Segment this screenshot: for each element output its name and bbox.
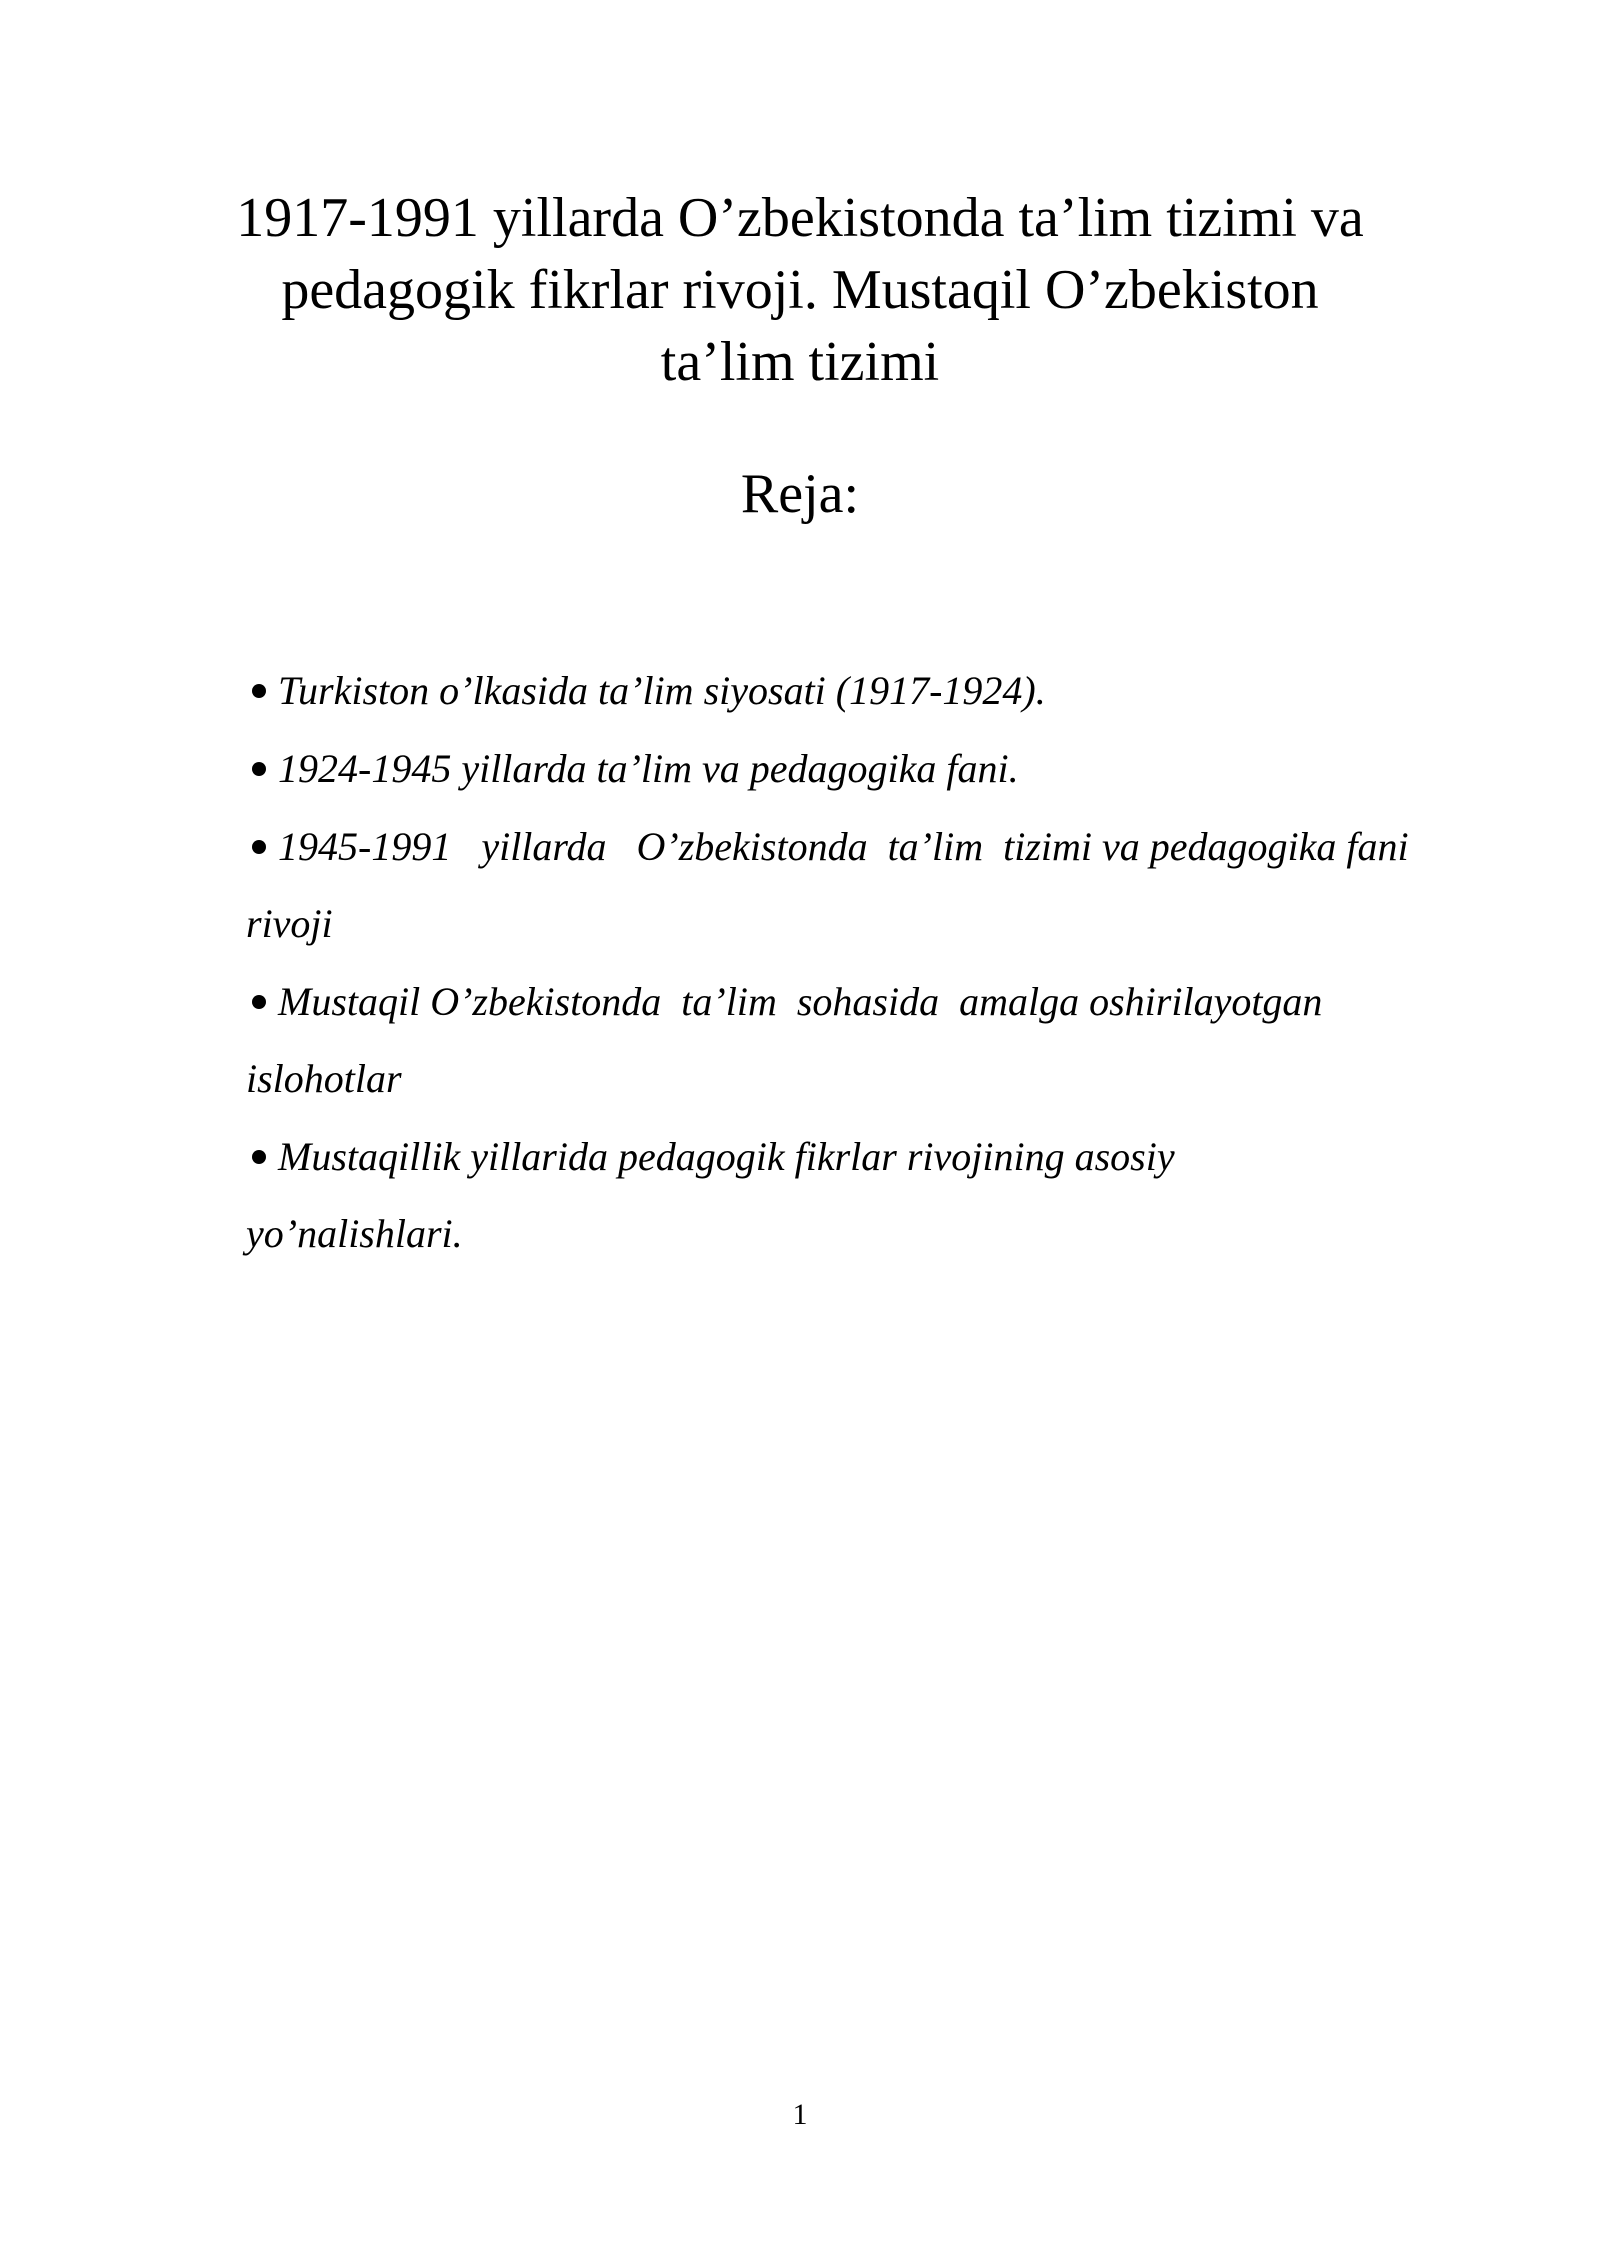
plan-item-line: [246, 808, 1486, 885]
plan-item-4: [246, 963, 1486, 1117]
plan-item-line: [246, 652, 1486, 729]
title-line-1: 1917-1991 yillarda O’zbekistonda ta’lim tizimi va: [236, 187, 1364, 249]
plan-item-text: Mustaqil O’zbekistonda ta’lim sohasida amalga oshirilayotgan: [278, 979, 1323, 1024]
bullet-icon: [252, 995, 266, 1009]
plan-item-line: [246, 730, 1486, 807]
bullet-icon: [252, 684, 266, 698]
plan-item-line: [246, 963, 1486, 1040]
plan-item-continuation: yo’nalishlari.: [246, 1211, 463, 1256]
plan-item-text: 1945-1991 yillarda O’zbekistonda ta’lim tizimi va pedagogika fani: [278, 824, 1409, 869]
plan-item-text: Mustaqillik yillarida pedagogik fikrlar rivojining asosiy: [278, 1134, 1175, 1179]
document-title: [0, 182, 1600, 398]
plan-item-continuation: islohotlar: [246, 1056, 402, 1101]
title-line-3: ta’lim tizimi: [660, 331, 940, 393]
bullet-icon: [252, 840, 266, 854]
bullet-icon: [252, 762, 266, 776]
plan-heading: Reja:: [740, 463, 860, 525]
title-line-2: pedagogik fikrlar rivoji. Mustaqil O’zbekiston: [281, 259, 1319, 321]
plan-list: [246, 652, 1486, 1273]
plan-item-line: [246, 1118, 1486, 1195]
plan-item-text: Turkiston o’lkasida ta’lim siyosati (1917-1924).: [278, 668, 1046, 713]
plan-item-1: [246, 652, 1486, 729]
plan-item-text: 1924-1945 yillarda ta’lim va pedagogika fani.: [278, 746, 1019, 791]
bullet-icon: [252, 1150, 266, 1164]
plan-item-5: [246, 1118, 1486, 1272]
plan-item-3: [246, 808, 1486, 962]
plan-item-continuation: rivoji: [246, 901, 333, 946]
plan-item-2: [246, 730, 1486, 807]
page-number: 1: [792, 2098, 808, 2131]
